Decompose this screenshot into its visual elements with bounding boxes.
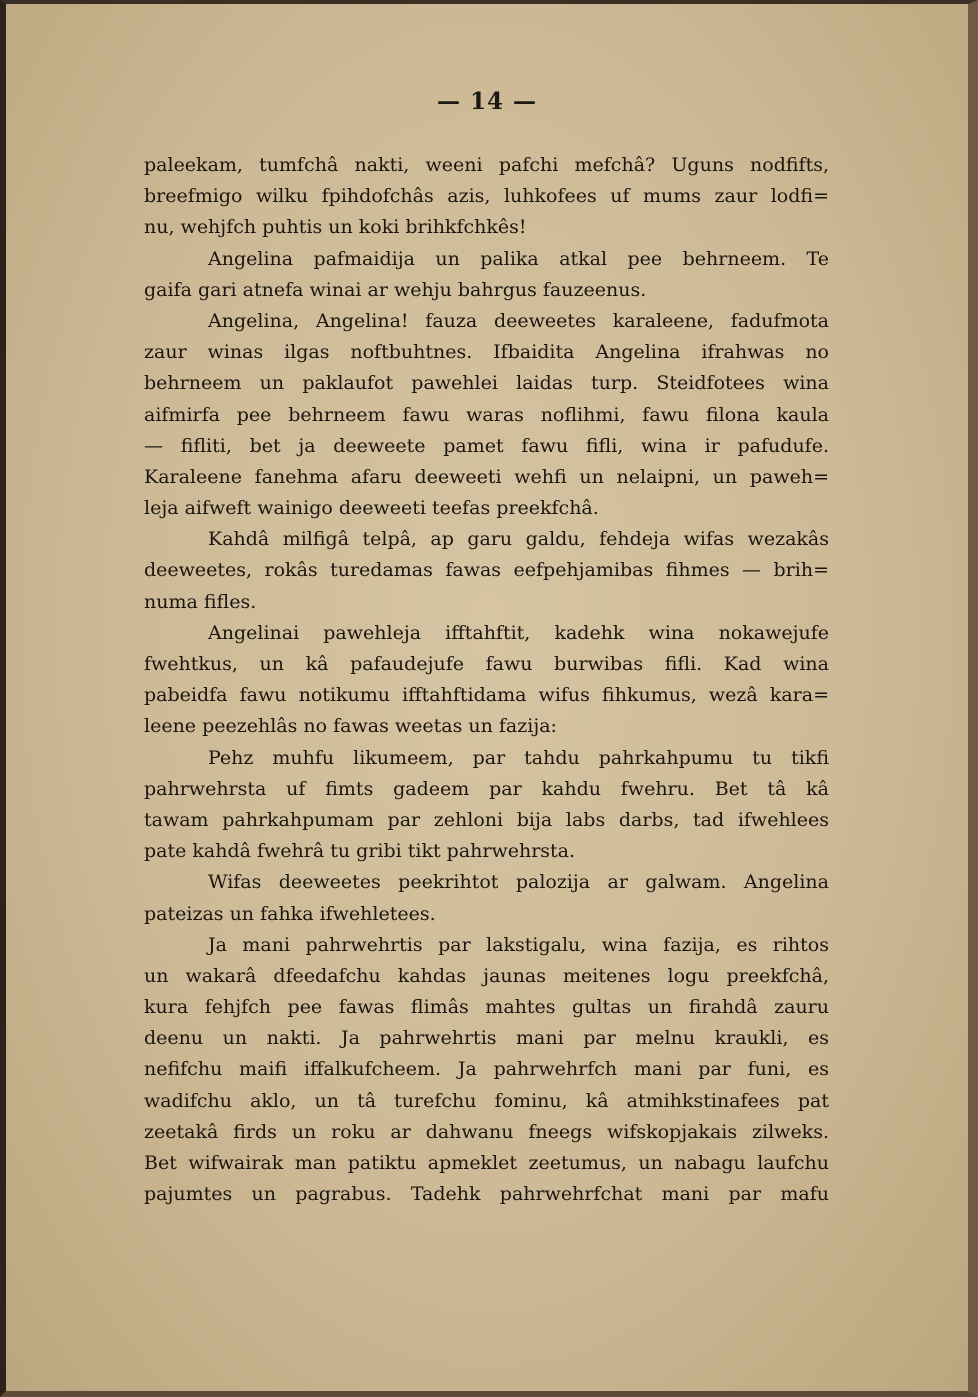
text-line: Bet wifwairak man patiktu apmeklet zeetumus, un nabagu laufchu [144, 1152, 829, 1174]
text-line: wadifchu aklo, un tâ turefchu fominu, kâ atmihkstinafees pat [144, 1089, 829, 1112]
text-line: pate kahdâ fwehrâ tu gribi tikt pahrwehrsta. [144, 840, 576, 863]
text-line: Pehz muhfu likumeem, par tahdu pahrkahpumu tu tikfi [208, 746, 829, 769]
text-line: deeweetes, rokâs turedamas fawas eefpehjamibas fihmes — brih= [144, 559, 829, 582]
text-line: Angelina, Angelina! fauza deeweetes karaleene, fadufmota [208, 309, 829, 332]
body-text [144, 150, 829, 1210]
text-line: pateizas un fahka ifwehletees. [144, 902, 436, 925]
text-line: gaifa gari atnefa winai ar wehju bahrgus fauzeenus. [144, 278, 647, 301]
text-line: paleekam, tumfchâ nakti, weeni pafchi mefchâ? Uguns nodfifts, [144, 154, 829, 176]
text-line: Angelinai pawehleja ifftahftit, kadehk wina nokawejufe [208, 621, 829, 644]
text-line: Ja mani pahrwehrtis par lakstigalu, wina fazija, es rihtos [208, 933, 829, 956]
text-line: deenu un nakti. Ja pahrwehrtis mani par melnu kraukli, es [144, 1027, 829, 1050]
text-line: pahrwehrsta uf fimts gadeem par kahdu fwehru. Bet tâ kâ [144, 777, 829, 800]
text-line: Wifas deeweetes peekrihtot palozija ar galwam. Angelina [208, 871, 829, 894]
text-line: Angelina pafmaidija un palika atkal pee behrneem. Te [208, 247, 829, 270]
text-line: nefifchu maifi iffalkufcheem. Ja pahrwehrfch mani par funi, es [144, 1058, 829, 1081]
text-line: un wakarâ dfeedafchu kahdas jaunas meitenes logu preekfchâ, [144, 964, 829, 987]
text-line: fwehtkus, un kâ pafaudejufe fawu burwibas fifli. Kad wina [144, 653, 829, 675]
text-line: breefmigo wilku fpihdofchâs azis, luhkofees uf mums zaur lodfi= [144, 185, 829, 208]
text-line: pabeidfa fawu notikumu ifftahftidama wifus fihkumus, wezâ kara= [144, 684, 829, 707]
text-line: behrneem un paklaufot pawehlei laidas turp. Steidfotees wina [144, 372, 829, 395]
text-line: zaur winas ilgas noftbuhtnes. Ifbaidita Angelina ifrahwas no [144, 341, 829, 364]
text-line: leene peezehlâs no fawas weetas un fazija: [144, 715, 557, 738]
text-line: — fifliti, bet ja deeweete pamet fawu fifli, wina ir pafudufe. [144, 434, 829, 457]
text-line: pajumtes un pagrabus. Tadehk pahrwehrfchat mani par mafu [144, 1183, 829, 1206]
text-line: nu, wehjfch puhtis un koki brihkfchkês! [144, 216, 527, 239]
text-line: Kahdâ milfigâ telpâ, ap garu galdu, fehdeja wifas wezakâs [208, 528, 829, 551]
page-number: — 14 — [436, 88, 538, 115]
text-line: tawam pahrkahpumam par zehloni bija labs darbs, tad ifwehlees [144, 808, 829, 831]
text-line: zeetakâ firds un roku ar dahwanu fneegs wifskopjakais zilweks. [144, 1120, 829, 1143]
text-line: Karaleene fanehma afaru deeweeti wehfi un nelaipni, un paweh= [144, 465, 829, 488]
text-line: numa fifles. [144, 590, 257, 613]
text-line: aifmirfa pee behrneem fawu waras noflihmi, fawu filona kaula [144, 403, 829, 426]
text-line: leja aifweft wainigo deeweeti teefas preekfchâ. [144, 497, 599, 520]
text-line: kura fehjfch pee fawas flimâs mahtes gultas un firahdâ zauru [144, 996, 829, 1019]
